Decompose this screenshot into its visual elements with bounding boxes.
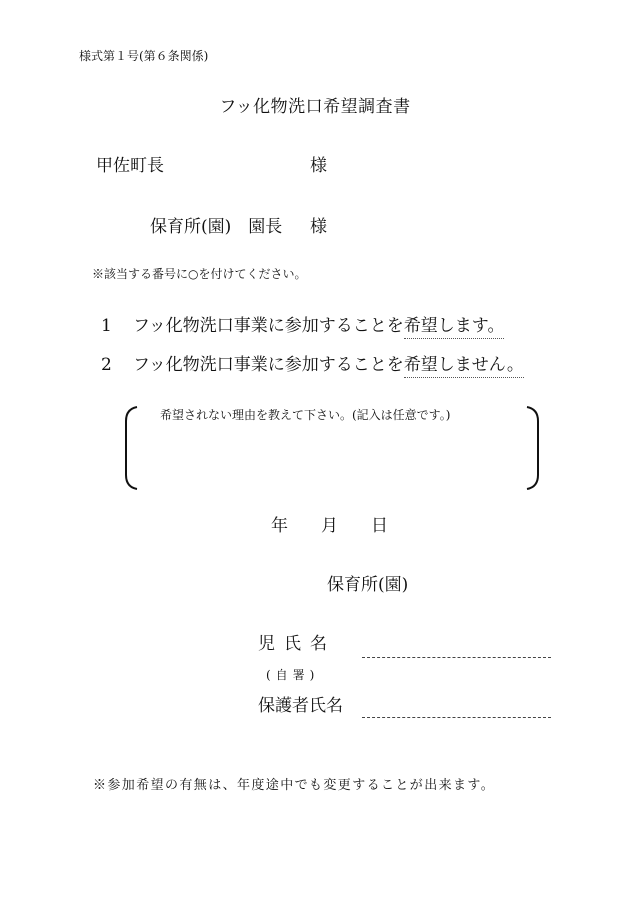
addressee-mayor-honorific: 様: [310, 156, 327, 176]
instruction-text: ※該当する番号に○を付けてください。: [92, 267, 307, 281]
date-row: [271, 518, 388, 535]
form-number: 様式第１号(第６条関係): [79, 49, 209, 63]
option-text: フッ化物洗口事業に参加することを: [133, 316, 404, 336]
option-number: 2: [101, 355, 112, 375]
signature-note: (自署): [266, 668, 320, 682]
option-number: 1: [101, 316, 112, 336]
addressee-director: 保育所(園) 園長: [150, 217, 283, 237]
option-highlight: 希望します。: [404, 316, 505, 339]
addressee-director-honorific: 様: [310, 217, 327, 237]
child-name-field[interactable]: [362, 657, 551, 658]
reason-label: 希望されない理由を教えて下さい。(記入は任意です。): [160, 408, 451, 422]
addressee-mayor: 甲佐町長: [96, 156, 164, 176]
guardian-name-field[interactable]: [362, 717, 551, 718]
child-name-label: 児氏名: [258, 634, 336, 654]
nursery-label: 保育所(園): [327, 575, 409, 595]
option-decline[interactable]: [101, 357, 524, 374]
option-highlight: 希望しません。: [404, 355, 524, 378]
guardian-name-label: 保護者氏名: [258, 696, 343, 716]
document-title: フッ化物洗口希望調査書: [219, 97, 411, 117]
date-month-label: 月: [321, 516, 338, 536]
option-participate[interactable]: [101, 318, 504, 335]
date-year-label: 年: [271, 516, 288, 536]
option-text: フッ化物洗口事業に参加することを: [133, 355, 404, 375]
date-day-label: 日: [371, 516, 388, 536]
footer-note: ※参加希望の有無は、年度途中でも変更することが出来ます。: [93, 778, 496, 793]
